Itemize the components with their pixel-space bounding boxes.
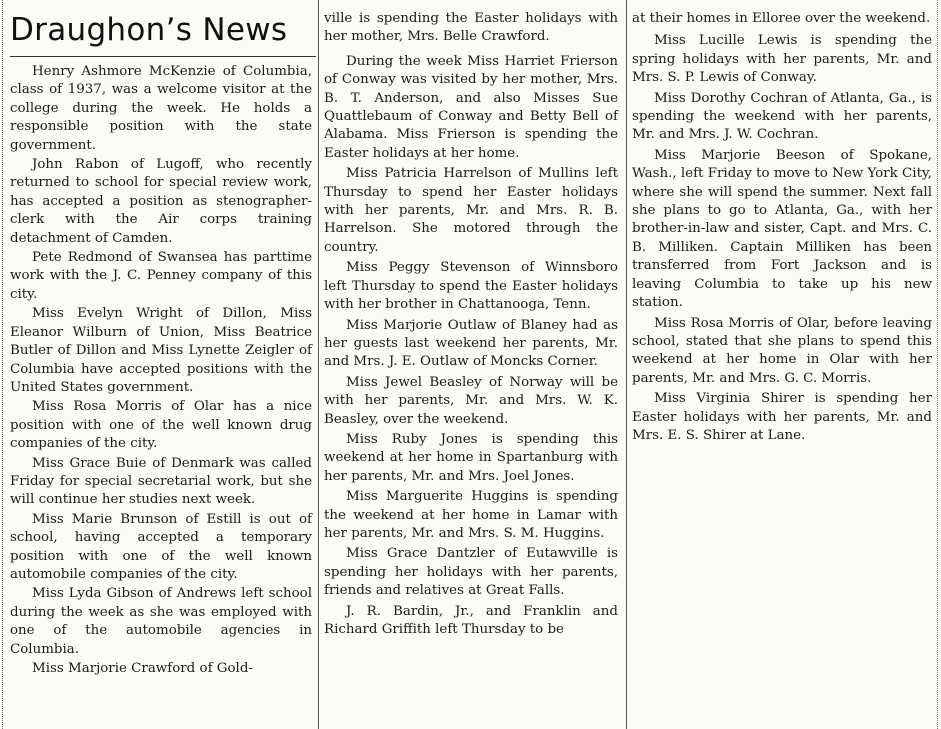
paragraph: Miss Grace Dantzler of Eutawville is spending her holidays with her parents, friends and relatives at Great Falls.: [324, 546, 618, 599]
paragraph: J. R. Bardin, Jr., and Franklin and Richard Griffith left Thursday to be: [324, 603, 618, 637]
paragraph: Miss Rosa Morris of Olar has a nice position with one of the well known drug companies of the city.: [10, 399, 312, 452]
paragraph: Miss Virginia Shirer is spending her Easter holidays with her parents, Mr. and Mrs. E. S. Shirer at Lane.: [632, 391, 932, 443]
column-1: [2, 0, 316, 729]
paragraph: Miss Rosa Morris of Olar, before leaving school, stated that she plans to spend this weekend at her home in Olar with her parents, Mr. and Mrs. G. C. Morris.: [632, 315, 932, 386]
paragraph: Miss Marjorie Outlaw of Blaney had as her guests last weekend her parents, Mr. and Mrs. J. E. Outlaw of Moncks Corner.: [324, 317, 618, 370]
column-3-body: [630, 32, 936, 445]
column-2: [322, 0, 622, 729]
paragraph: Miss Grace Buie of Denmark was called Friday for special secretarial work, but she will continue her studies next week.: [10, 455, 312, 508]
paragraph: Miss Lyda Gibson of Andrews left school during the week as she was employed with one of the automobile agencies in Columbia.: [10, 586, 312, 657]
paragraph-continued: at their homes in Elloree over the weekend.: [632, 11, 931, 26]
paragraph: Miss Marjorie Beeson of Spokane, Wash., left Friday to move to New York City, where she will spend the summer. Next fall she plans to go to Atlanta, Ga., with her brother-in-law and sister, Capt. and Mrs. C. B. Milliken. Captain Milliken has been transferred from Fort Jackson and is leaving Columbia to take up his new station.: [632, 147, 932, 311]
column-2-body: [322, 53, 622, 640]
paragraph: Miss Marjorie Crawford of Gold-: [32, 661, 253, 676]
paragraph: Miss Jewel Beasley of Norway will be with her parents, Mr. and Mrs. W. K. Beasley, over the weekend.: [324, 374, 618, 427]
paragraph: Miss Evelyn Wright of Dillon, Miss Eleanor Wilburn of Union, Miss Beatrice Butler of Dillon and Miss Lynette Zeigler of Columbia have accepted positions with the United States government.: [10, 306, 312, 395]
paragraph-continued: ville is spending the Easter holidays with her mother, Mrs. Belle Crawford.: [324, 11, 618, 45]
paragraph: Pete Redmond of Swansea has parttime work with the J. C. Penney company of this city.: [10, 250, 312, 302]
paragraph: John Rabon of Lugoff, who recently returned to school for special review work, has accepted a position as stenographer-clerk with the Air corps training detachment of Camden.: [10, 157, 312, 246]
paragraph: During the week Miss Harriet Frierson of Conway was visited by her mother, Mrs. B. T. Anderson, and also Misses Sue Quattlebaum of Conway and Betty Bell of Alabama. Miss Frierson is spending the Easter holidays at her home.: [324, 53, 618, 161]
paragraph: Miss Dorothy Cochran of Atlanta, Ga., is spending the weekend with her parents, Mr. and Mrs. J. W. Cochran.: [632, 90, 932, 143]
column-1-body: [2, 63, 316, 678]
headline: Draughon’s News: [10, 12, 316, 57]
column-3: [630, 0, 936, 729]
column-rule-1: [318, 0, 319, 729]
paragraph: Miss Ruby Jones is spending this weekend at her home in Spartanburg with her parents, Mr. and Mrs. Joel Jones.: [324, 431, 618, 484]
paragraph: Miss Lucille Lewis is spending the spring holidays with her parents, Mr. and Mrs. S. P. Lewis of Conway.: [632, 33, 932, 86]
column-rule-2: [626, 0, 627, 729]
paragraph: Miss Peggy Stevenson of Winnsboro left Thursday to spend the Easter holidays with her brother in Chattanooga, Tenn.: [324, 260, 618, 313]
paragraph: Miss Marie Brunson of Estill is out of school, having accepted a temporary position with one of the well known automobile companies of the city.: [10, 511, 312, 582]
right-edge-dotted-rule: [937, 0, 938, 729]
paragraph: Miss Marguerite Huggins is spending the weekend at her home in Lamar with her parents, Mr. and Mrs. S. M. Huggins.: [324, 489, 618, 541]
paragraph: Henry Ashmore McKenzie of Columbia, class of 1937, was a welcome visitor at the college during the week. He holds a responsible position with the state government.: [10, 64, 312, 153]
paragraph: Miss Patricia Harrelson of Mullins left Thursday to spend her Easter holidays with her parents, Mr. and Mrs. R. B. Harrelson. She motored through the country.: [324, 166, 618, 255]
